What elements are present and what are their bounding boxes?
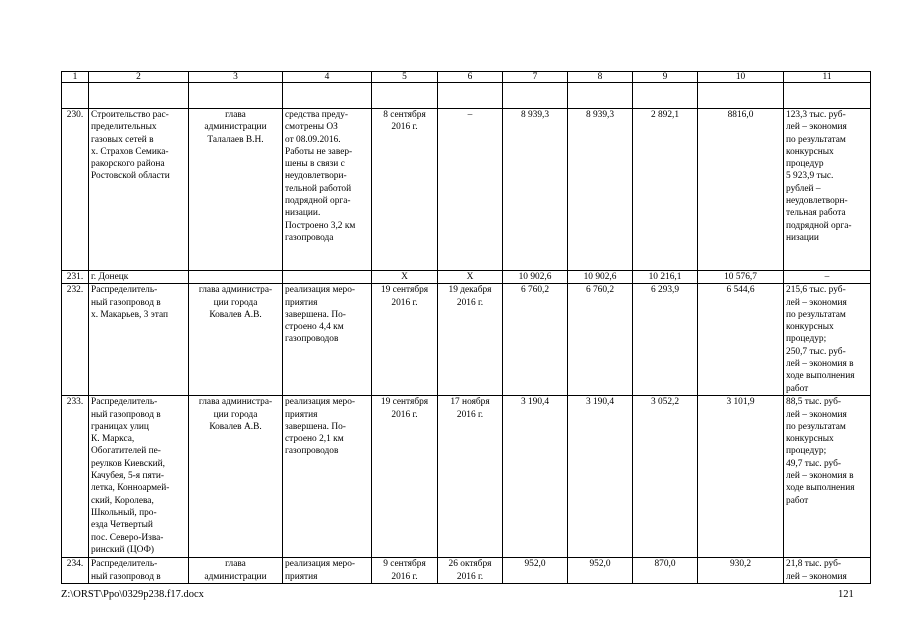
value-col-10: 10 576,7	[698, 271, 784, 284]
responsible-person: глава администра- ции города Ковалев А.В.	[189, 396, 283, 558]
start-date: 19 сентября 2016 г.	[372, 396, 438, 558]
value-col-7: 8 939,3	[503, 109, 568, 271]
column-number: 8	[568, 72, 633, 83]
responsible-person: глава администрации Талалаев В.Н.	[189, 109, 283, 271]
table-row	[62, 558, 871, 584]
row-number: 231.	[62, 271, 89, 284]
table-row	[62, 271, 871, 284]
value-col-10: 8816,0	[698, 109, 784, 271]
status-note: средства преду- смотрены ОЗ от 08.09.2016. Работы не завер- шены в связи с неудовлетвори- тельной работой подрядной орга- низации. Построено 3,2 км газопровода	[283, 109, 372, 271]
column-number: 1	[62, 72, 89, 83]
value-col-8: 10 902,6	[568, 271, 633, 284]
object-name: Распределитель- ный газопровод в х. Макарьев, 3 этап	[89, 284, 189, 396]
value-col-9: 6 293,9	[633, 284, 698, 396]
end-date: 26 октября 2016 г.	[438, 558, 503, 584]
page-number: 121	[838, 589, 854, 600]
status-note: реализация меро- приятия завершена. По- строено 4,4 км газопроводов	[283, 284, 372, 396]
end-date: 17 ноября 2016 г.	[438, 396, 503, 558]
row-number: 232.	[62, 284, 89, 396]
table-row	[62, 109, 871, 271]
end-date: Х	[438, 271, 503, 284]
value-col-10: 3 101,9	[698, 396, 784, 558]
table-row	[62, 396, 871, 558]
status-note: реализация меро- приятия завершена. По- строено 2,1 км газопроводов	[283, 396, 372, 558]
value-col-8: 8 939,3	[568, 109, 633, 271]
value-col-10: 6 544,6	[698, 284, 784, 396]
end-date: –	[438, 109, 503, 271]
value-col-8: 952,0	[568, 558, 633, 584]
status-note	[283, 271, 372, 284]
value-col-7: 952,0	[503, 558, 568, 584]
result-note: 21,8 тыс. руб- лей – экономия	[784, 558, 871, 584]
column-number: 11	[784, 72, 871, 83]
object-name: г. Донецк	[89, 271, 189, 284]
result-note: 215,6 тыс. руб- лей – экономия по результатам конкурсных процедур; 250,7 тыс. руб- лей – экономия в ходе выполнения работ	[784, 284, 871, 396]
column-number: 5	[372, 72, 438, 83]
responsible-person: глава администрации	[189, 558, 283, 584]
column-number: 2	[89, 72, 189, 83]
result-note: –	[784, 271, 871, 284]
responsible-person	[189, 271, 283, 284]
row-number: 230.	[62, 109, 89, 271]
object-name: Строительство рас- пределительных газовых сетей в х. Страхов Семика- ракорского района Ростовской области	[89, 109, 189, 271]
value-col-9: 10 216,1	[633, 271, 698, 284]
column-number: 4	[283, 72, 372, 83]
column-number: 10	[698, 72, 784, 83]
start-date: 19 сентября 2016 г.	[372, 284, 438, 396]
report-table	[61, 71, 871, 584]
value-col-9: 2 892,1	[633, 109, 698, 271]
column-number: 9	[633, 72, 698, 83]
column-number: 6	[438, 72, 503, 83]
value-col-7: 6 760,2	[503, 284, 568, 396]
value-col-9: 870,0	[633, 558, 698, 584]
responsible-person: глава администра- ции города Ковалев А.В.	[189, 284, 283, 396]
end-date: 19 декабря 2016 г.	[438, 284, 503, 396]
table-row	[62, 284, 871, 396]
column-number: 3	[189, 72, 283, 83]
empty-row	[62, 83, 871, 109]
result-note: 123,3 тыс. руб- лей – экономия по результатам конкурсных процедур 5 923,9 тыс. рублей – неудовлетворн- тельная работа подрядной орга- низации	[784, 109, 871, 271]
row-number: 233.	[62, 396, 89, 558]
status-note: реализация меро- приятия	[283, 558, 372, 584]
result-note: 88,5 тыс. руб- лей – экономия по результатам конкурсных процедур; 49,7 тыс. руб- лей – экономия в ходе выполнения работ	[784, 396, 871, 558]
start-date: Х	[372, 271, 438, 284]
value-col-8: 6 760,2	[568, 284, 633, 396]
object-name: Распределитель- ный газопровод в	[89, 558, 189, 584]
value-col-7: 10 902,6	[503, 271, 568, 284]
start-date: 8 сентября 2016 г.	[372, 109, 438, 271]
column-number-row	[62, 72, 871, 83]
column-number: 7	[503, 72, 568, 83]
value-col-10: 930,2	[698, 558, 784, 584]
row-number: 234.	[62, 558, 89, 584]
value-col-9: 3 052,2	[633, 396, 698, 558]
footer-file-path: Z:\ORST\Ppo\0329p238.f17.docx	[61, 589, 204, 600]
value-col-7: 3 190,4	[503, 396, 568, 558]
object-name: Распределитель- ный газопровод в границах улиц К. Маркса, Обогатителей пе- реулков Киевский, Качубея, 5-я пяти- летка, Конноармей- ский, Королева, Школьный, про- езда Четвертый пос. Северо-Изва- ринский (ЦОФ)	[89, 396, 189, 558]
start-date: 9 сентября 2016 г.	[372, 558, 438, 584]
value-col-8: 3 190,4	[568, 396, 633, 558]
